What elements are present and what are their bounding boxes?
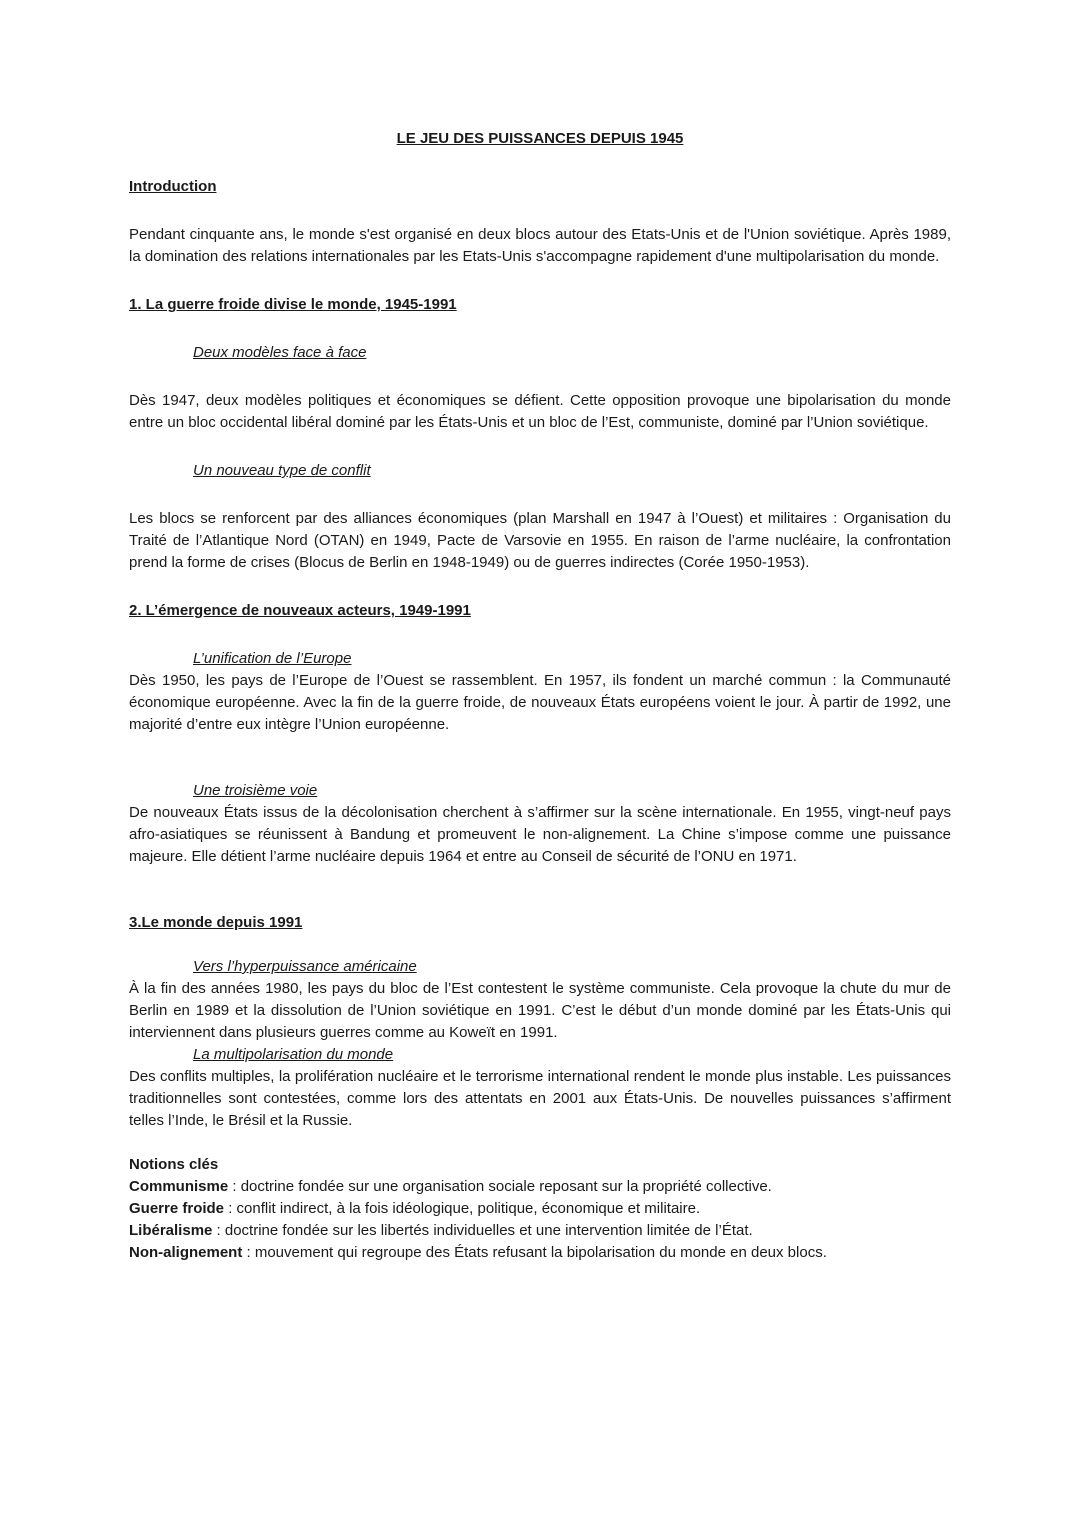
section2-subheading-1: L’unification de l’Europe xyxy=(193,650,352,667)
notion-definition: : conflit indirect, à la fois idéologique, politique, économique et militaire. xyxy=(224,1200,701,1217)
document-title: LE JEU DES PUISSANCES DEPUIS 1945 xyxy=(396,130,684,147)
notion-term: Libéralisme xyxy=(129,1222,213,1239)
notion-definition: : doctrine fondée sur une organisation sociale reposant sur la propriété collective. xyxy=(228,1178,772,1195)
section3-paragraph-2: Des conflits multiples, la prolifération nucléaire et le terrorisme international rendent le monde plus instable. Les puissances traditionnelles sont contestées, comme lors des attentats en 2001 aux États-Unis. De nouvelles puissances s’affirment telles l’Inde, le Brésil et la Russie. xyxy=(129,1068,951,1129)
section2-heading: 2. L’émergence de nouveaux acteurs, 1949-1991 xyxy=(129,602,471,619)
intro-heading: Introduction xyxy=(129,178,217,195)
notion-definition: : mouvement qui regroupe des États refusant la bipolarisation du monde en deux blocs. xyxy=(242,1244,827,1261)
section3-subheading-2: La multipolarisation du monde xyxy=(193,1046,394,1063)
section3-paragraph-1: À la fin des années 1980, les pays du bloc de l’Est contestent le système communiste. Cela provoque la chute du mur de Berlin en 1989 et la dissolution de l’Union soviétique en 1991. C’est le début d’un monde dominé par les États-Unis qui interviennent dans plusieurs guerres comme au Koweït en 1991. xyxy=(129,980,951,1041)
section1-heading: 1. La guerre froide divise le monde, 1945-1991 xyxy=(129,296,457,313)
notions-heading: Notions clés xyxy=(129,1156,219,1173)
section3-subheading-1: Vers l’hyperpuissance américaine xyxy=(193,958,417,975)
intro-paragraph: Pendant cinquante ans, le monde s'est organisé en deux blocs autour des Etats-Unis et de l'Union soviétique. Après 1989, la domination des relations internationales par les Etats-Unis s'accompagne rapidement d'une multipolarisation du monde. xyxy=(129,226,951,265)
notion-item-2 xyxy=(129,1198,951,1220)
section1-subheading-2: Un nouveau type de conflit xyxy=(193,462,371,479)
notion-term: Non-alignement xyxy=(129,1244,243,1261)
section2-paragraph-1: Dès 1950, les pays de l’Europe de l’Ouest se rassemblent. En 1957, ils fondent un marché commun : la Communauté économique européenne. Avec la fin de la guerre froide, de nouveaux États européens voient le jour. À partir de 1992, une majorité d’entre eux intègre l’Union européenne. xyxy=(129,672,951,733)
notion-item-3 xyxy=(129,1220,951,1242)
document-page xyxy=(129,128,951,1264)
section1-paragraph-2: Les blocs se renforcent par des alliances économiques (plan Marshall en 1947 à l’Ouest) et militaires : Organisation du Traité de l’Atlantique Nord (OTAN) en 1949, Pacte de Varsovie en 1955. En raison de l’arme nucléaire, la confrontation prend la forme de crises (Blocus de Berlin en 1948-1949) ou de guerres indirectes (Corée 1950-1953). xyxy=(129,510,951,571)
section2-paragraph-2: De nouveaux États issus de la décolonisation cherchent à s’affirmer sur la scène internationale. En 1955, vingt-neuf pays afro-asiatiques se réunissent à Bandung et promeuvent le non-alignement. La Chine s’impose comme une puissance majeure. Elle détient l’arme nucléaire depuis 1964 et entre au Conseil de sécurité de l’ONU en 1971. xyxy=(129,804,951,865)
notion-definition: : doctrine fondée sur les libertés individuelles et une intervention limitée de l’État. xyxy=(212,1222,753,1239)
section3-heading: 3.Le monde depuis 1991 xyxy=(129,914,303,931)
section1-paragraph-1: Dès 1947, deux modèles politiques et économiques se défient. Cette opposition provoque une bipolarisation du monde entre un bloc occidental libéral dominé par les États-Unis et un bloc de l’Est, communiste, dominé par l’Union soviétique. xyxy=(129,392,951,431)
section1-subheading-1: Deux modèles face à face xyxy=(193,344,367,361)
notion-term: Communisme xyxy=(129,1178,229,1195)
notion-term: Guerre froide xyxy=(129,1200,225,1217)
notion-item-4 xyxy=(129,1242,951,1264)
section2-subheading-2: Une troisième voie xyxy=(193,782,318,799)
notion-item-1 xyxy=(129,1176,951,1198)
